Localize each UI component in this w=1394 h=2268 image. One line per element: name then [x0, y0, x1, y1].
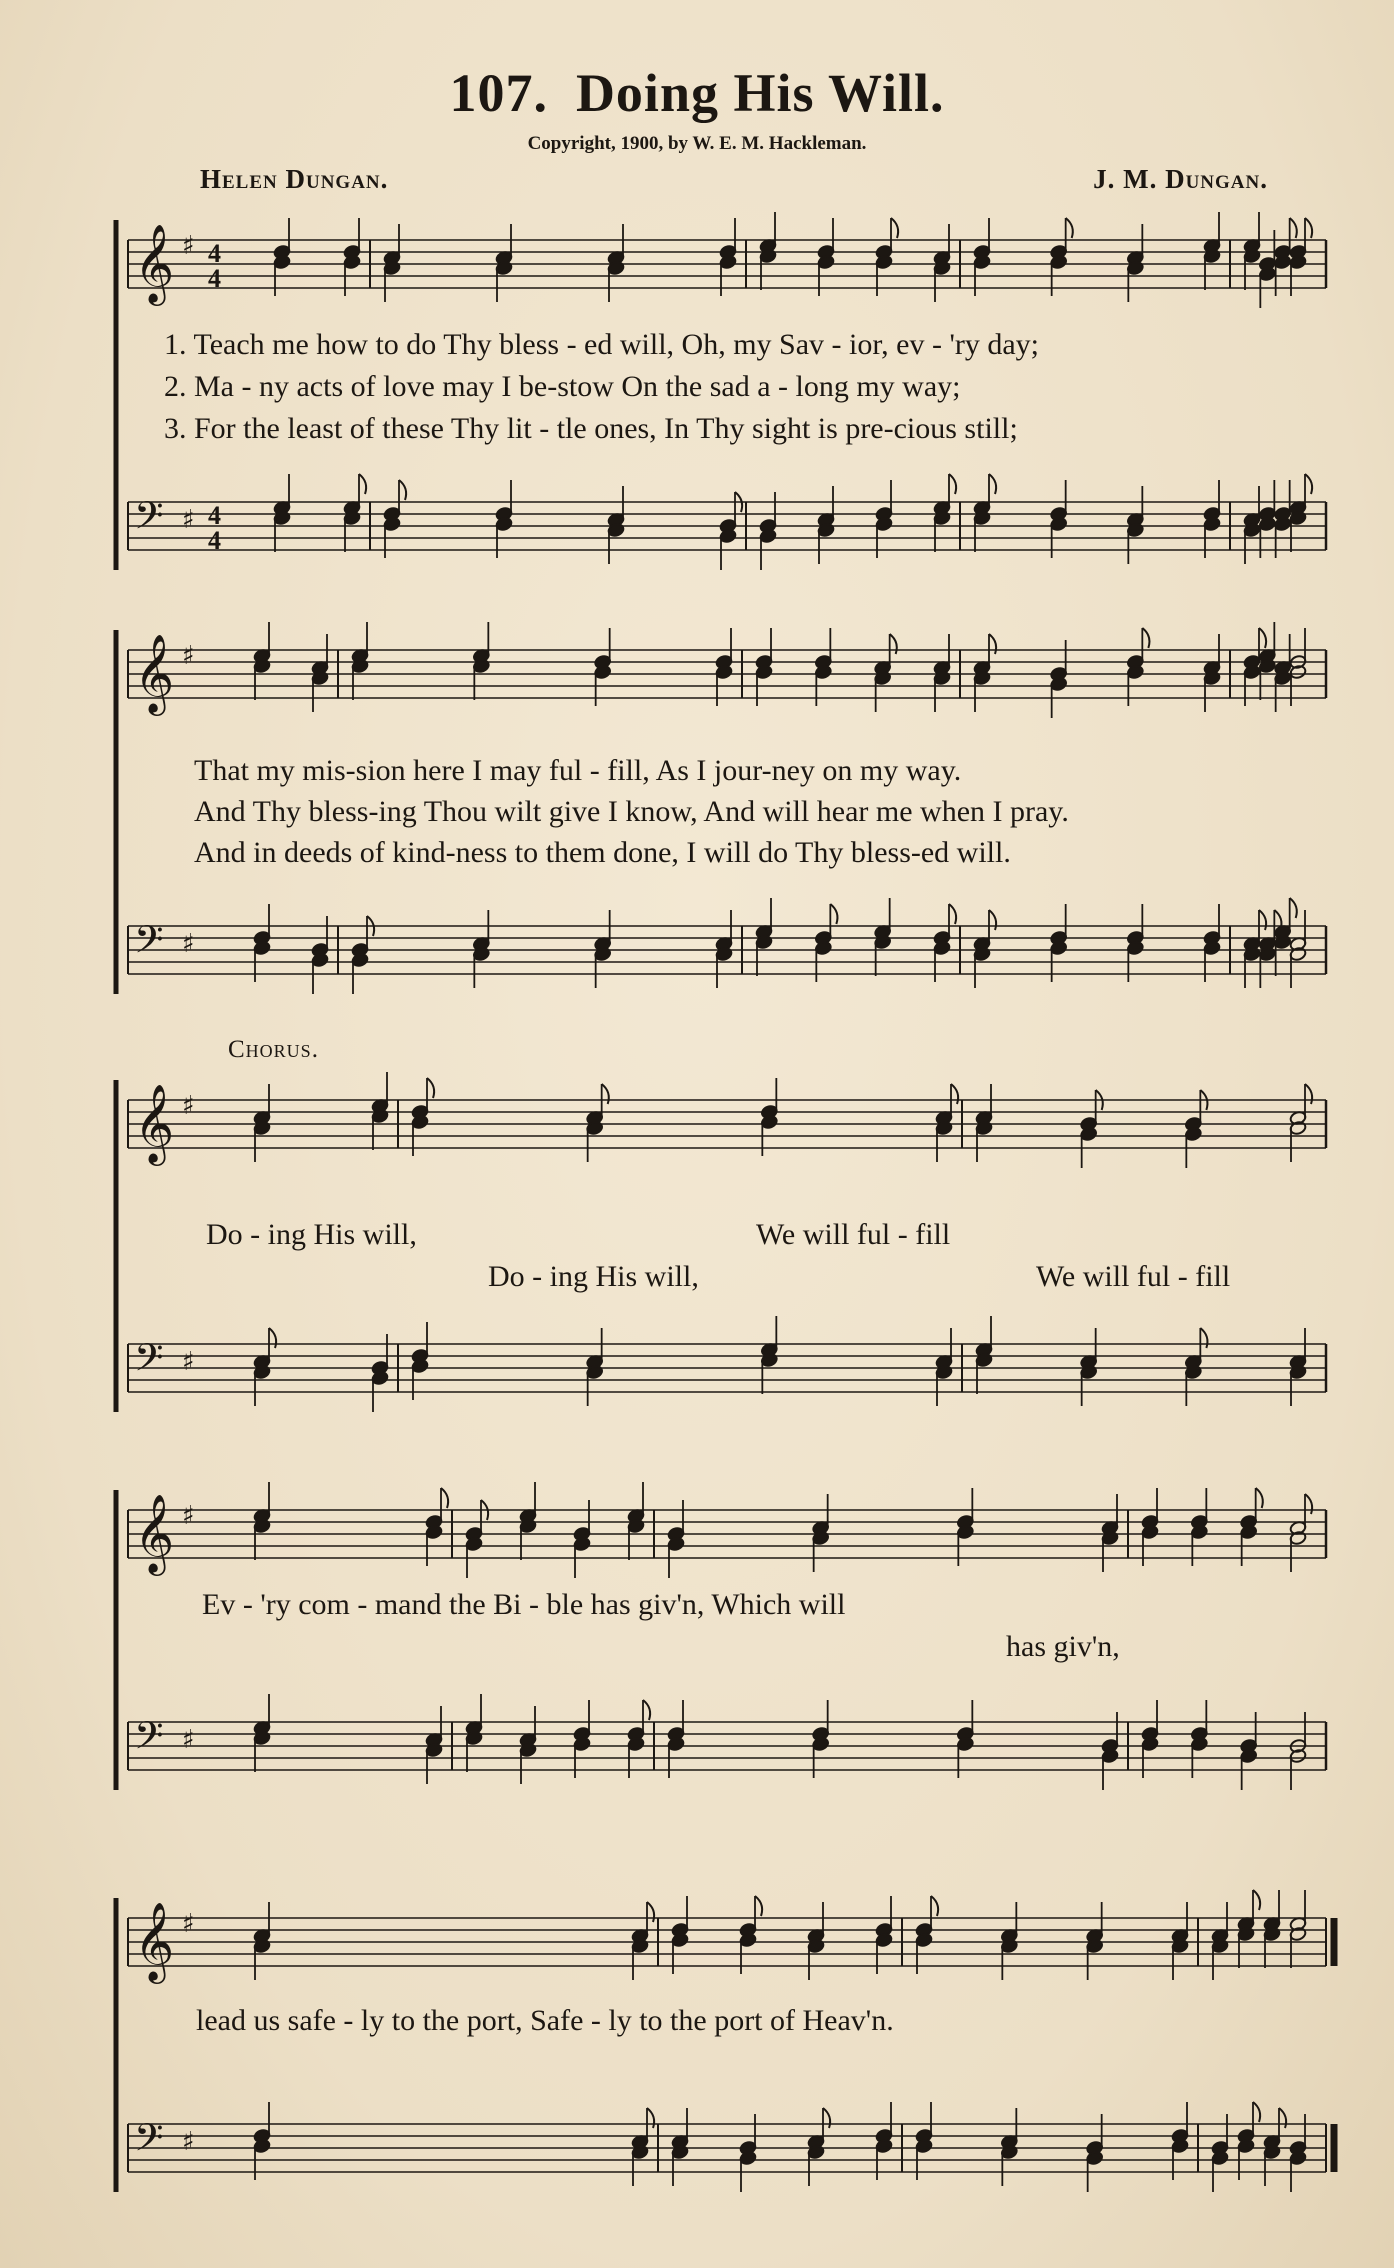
note-flag [1259, 910, 1266, 930]
note-flag [1290, 218, 1297, 238]
time-signature-top: 4 [208, 239, 221, 268]
treble-clef-icon: 𝄞 [134, 224, 175, 303]
time-signature-top: 4 [208, 501, 221, 530]
note-flag [1256, 1488, 1263, 1508]
note-flag [823, 2108, 830, 2128]
note-flag [1066, 218, 1073, 238]
bass-clef-icon: 𝄢 [134, 493, 164, 547]
note-flag [1305, 1084, 1312, 1104]
bass-clef-icon: 𝄢 [134, 1713, 164, 1767]
chorus-bass-words-2: We will ful - fill [1036, 1260, 1231, 1293]
sharp-key-signature-icon: ♯ [182, 505, 195, 535]
hymn-title-text: Doing His Will. [575, 63, 945, 123]
treble-clef-icon: 𝄞 [134, 1494, 175, 1573]
sharp-key-signature-icon: ♯ [182, 1909, 195, 1939]
note-flag [949, 474, 956, 494]
chorus-bass-words-1: Do - ing His will, [488, 1260, 699, 1293]
chorus-line-2-echo: has giv'n, [1006, 1630, 1120, 1663]
sharp-key-signature-icon: ♯ [182, 1347, 195, 1377]
lyricist-credit: Helen Dungan. [200, 164, 389, 194]
note-flag [269, 1328, 276, 1348]
verse-3-line-1: 3. For the least of these Thy lit - tle ones, In Thy sight is pre-cious still; [164, 412, 1018, 445]
verse-1-line-1: 1. Teach me how to do Thy bless - ed will, Oh, my Sav - ior, ev - 'ry day; [164, 328, 1040, 361]
chorus-line-3: lead us safe - ly to the port, Safe - ly to the port of Heav'n. [196, 2004, 894, 2037]
note-flag [989, 474, 996, 494]
sharp-key-signature-icon: ♯ [182, 641, 195, 671]
bass-clef-icon: 𝄢 [134, 1335, 164, 1389]
note-flag [647, 2108, 654, 2128]
note-flag [1259, 628, 1266, 648]
note-flag [441, 1488, 448, 1508]
note-flag [643, 1700, 650, 1720]
sharp-key-signature-icon: ♯ [182, 929, 195, 959]
note-flag [1200, 1328, 1207, 1348]
note-flag [602, 1084, 609, 1104]
sharp-key-signature-icon: ♯ [182, 1501, 195, 1531]
sharp-key-signature-icon: ♯ [182, 1091, 195, 1121]
note-flag [1279, 2108, 1286, 2128]
time-signature-bottom: 4 [208, 526, 221, 555]
verse-3-line-2: And in deeds of kind-ness to them done, I will do Thy bless-ed will. [194, 836, 1011, 869]
note-flag [427, 1078, 434, 1098]
treble-clef-icon: 𝄞 [134, 634, 175, 713]
note-flag [1305, 218, 1312, 238]
note-flag [647, 1902, 654, 1922]
treble-clef-icon: 𝄞 [134, 1902, 175, 1981]
note-flag [359, 474, 366, 494]
chorus-soprano-words-2: We will ful - fill [756, 1218, 951, 1251]
time-signature-bottom: 4 [208, 264, 221, 293]
copyright-notice: Copyright, 1900, by W. E. M. Hackleman. [527, 133, 867, 154]
note-flag [399, 480, 406, 500]
note-flag [949, 904, 956, 924]
note-flag [931, 1896, 938, 1916]
note-flag [1253, 2102, 1260, 2122]
note-flag [830, 904, 837, 924]
composer-credit: J. M. Dungan. [1093, 164, 1268, 194]
chorus-label: Chorus. [228, 1036, 319, 1063]
verse-1-line-2: That my mis-sion here I may ful - fill, As I jour-ney on my way. [194, 754, 962, 787]
sharp-key-signature-icon: ♯ [182, 2127, 195, 2157]
treble-clef-icon: 𝄞 [134, 1084, 175, 1163]
note-flag [1142, 628, 1149, 648]
chorus-line-2: Ev - 'ry com - mand the Bi - ble has giv'n, Which will [202, 1588, 846, 1621]
bass-clef-icon: 𝄢 [134, 2115, 164, 2169]
sharp-key-signature-icon: ♯ [182, 231, 195, 261]
note-flag [1305, 474, 1312, 494]
note-flag [890, 634, 897, 654]
note-flag [1305, 1494, 1312, 1514]
note-flag [891, 218, 898, 238]
note-flag [989, 910, 996, 930]
note-flag [1290, 898, 1297, 918]
note-flag [755, 1896, 762, 1916]
chorus-soprano-words-1: Do - ing His will, [206, 1218, 417, 1251]
verse-2-line-2: And Thy bless-ing Thou wilt give I know, And will hear me when I pray. [194, 795, 1069, 828]
verse-2-line-1: 2. Ma - ny acts of love may I be-stow On the sad a - long my way; [164, 370, 961, 403]
hymn-number: 107. [449, 63, 548, 123]
sharp-key-signature-icon: ♯ [182, 1725, 195, 1755]
note-flag [989, 634, 996, 654]
note-flag [1253, 1890, 1260, 1910]
note-flag [951, 1084, 958, 1104]
bass-clef-icon: 𝄢 [134, 917, 164, 971]
